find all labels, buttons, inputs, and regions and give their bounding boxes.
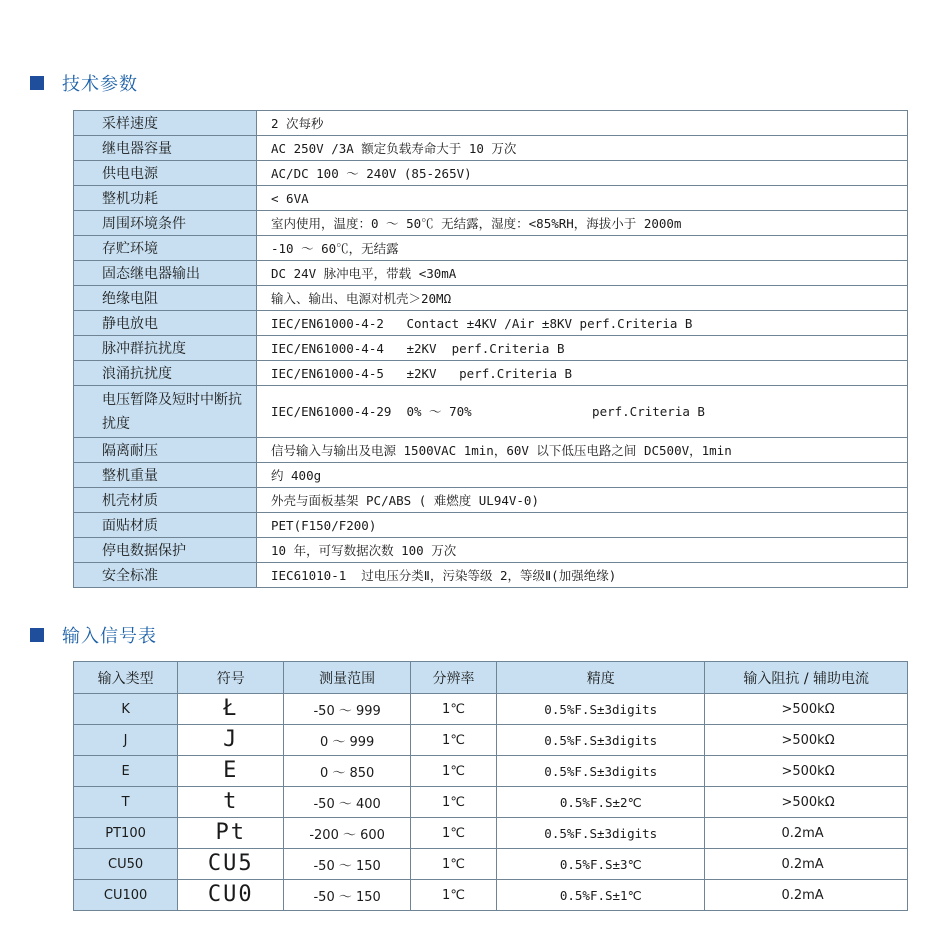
param-key: 浪涌抗扰度 <box>74 361 257 386</box>
param-value: 输入、输出、电源对机壳＞20MΩ <box>257 286 908 311</box>
param-key: 继电器容量 <box>74 136 257 161</box>
param-value: PET(F150/F200) <box>257 513 908 538</box>
impedance-cell: 0.2mA <box>705 849 908 880</box>
resolution-cell: 1℃ <box>410 787 496 818</box>
column-header: 输入类型 <box>74 662 178 694</box>
param-value: IEC/EN61000-4-2 Contact ±4KV /Air ±8KV perf.Criteria B <box>257 311 908 336</box>
param-key: 静电放电 <box>74 311 257 336</box>
param-row <box>74 311 908 336</box>
param-value: 2 次每秒 <box>257 111 908 136</box>
param-row <box>74 186 908 211</box>
param-value: IEC/EN61000-4-4 ±2KV perf.Criteria B <box>257 336 908 361</box>
param-value: -10 ～ 60℃，无结露 <box>257 236 908 261</box>
param-row <box>74 286 908 311</box>
param-key: 固态继电器输出 <box>74 261 257 286</box>
table-row <box>74 787 908 818</box>
range-cell: -50 ～ 150 <box>284 849 411 880</box>
column-header: 符号 <box>178 662 284 694</box>
section-title-input-signals <box>30 622 157 648</box>
table-row <box>74 756 908 787</box>
param-value: AC 250V /3A 额定负载寿命大于 10 万次 <box>257 136 908 161</box>
param-key: 整机重量 <box>74 463 257 488</box>
range-cell: -50 ～ 150 <box>284 880 411 911</box>
param-value: IEC/EN61000-4-5 ±2KV perf.Criteria B <box>257 361 908 386</box>
range-cell: 0 ～ 850 <box>284 756 411 787</box>
param-row <box>74 336 908 361</box>
param-row <box>74 563 908 588</box>
table-row <box>74 694 908 725</box>
symbol-cell: J <box>178 725 284 756</box>
param-key: 电压暂降及短时中断抗扰度 <box>74 386 257 438</box>
param-row <box>74 463 908 488</box>
symbol-cell: CU5 <box>178 849 284 880</box>
section-title-tech-params <box>30 70 138 96</box>
param-value: 10 年，可写数据次数 100 万次 <box>257 538 908 563</box>
section-title-text: 技术参数 <box>62 74 138 95</box>
input-type-cell: E <box>74 756 178 787</box>
impedance-cell: 0.2mA <box>705 818 908 849</box>
param-row <box>74 488 908 513</box>
impedance-cell: >500kΩ <box>705 787 908 818</box>
range-cell: 0 ～ 999 <box>284 725 411 756</box>
symbol-cell: CU0 <box>178 880 284 911</box>
param-value: IEC61010-1 过电压分类Ⅱ，污染等级 2，等级Ⅱ(加强绝缘) <box>257 563 908 588</box>
table-row <box>74 849 908 880</box>
param-row <box>74 236 908 261</box>
symbol-cell: E <box>178 756 284 787</box>
column-header: 精度 <box>497 662 705 694</box>
param-value: 约 400g <box>257 463 908 488</box>
impedance-cell: >500kΩ <box>705 694 908 725</box>
input-type-cell: J <box>74 725 178 756</box>
param-row <box>74 161 908 186</box>
impedance-cell: >500kΩ <box>705 756 908 787</box>
param-row <box>74 136 908 161</box>
column-header: 分辨率 <box>410 662 496 694</box>
tech-params-table <box>73 110 908 588</box>
resolution-cell: 1℃ <box>410 756 496 787</box>
range-cell: -200 ～ 600 <box>284 818 411 849</box>
param-key: 周围环境条件 <box>74 211 257 236</box>
resolution-cell: 1℃ <box>410 725 496 756</box>
param-row <box>74 438 908 463</box>
param-row <box>74 261 908 286</box>
column-header: 测量范围 <box>284 662 411 694</box>
accuracy-cell: 0.5%F.S±3digits <box>497 725 705 756</box>
param-value: 信号输入与输出及电源 1500VAC 1min，60V 以下低压电路之间 DC500V，1min <box>257 438 908 463</box>
param-key: 采样速度 <box>74 111 257 136</box>
table-row <box>74 818 908 849</box>
param-key: 安全标准 <box>74 563 257 588</box>
range-cell: -50 ～ 999 <box>284 694 411 725</box>
resolution-cell: 1℃ <box>410 818 496 849</box>
impedance-cell: 0.2mA <box>705 880 908 911</box>
resolution-cell: 1℃ <box>410 880 496 911</box>
param-key: 机壳材质 <box>74 488 257 513</box>
param-key: 停电数据保护 <box>74 538 257 563</box>
accuracy-cell: 0.5%F.S±2℃ <box>497 787 705 818</box>
param-key: 供电电源 <box>74 161 257 186</box>
param-key: 整机功耗 <box>74 186 257 211</box>
input-type-cell: CU50 <box>74 849 178 880</box>
input-type-cell: K <box>74 694 178 725</box>
param-key: 存贮环境 <box>74 236 257 261</box>
accuracy-cell: 0.5%F.S±3digits <box>497 694 705 725</box>
param-value: IEC/EN61000-4-29 0% ～ 70% perf.Criteria B <box>257 386 908 438</box>
resolution-cell: 1℃ <box>410 849 496 880</box>
param-key: 面贴材质 <box>74 513 257 538</box>
input-type-cell: T <box>74 787 178 818</box>
param-value: 外壳与面板基架 PC/ABS ( 难燃度 UL94V-0) <box>257 488 908 513</box>
param-row <box>74 538 908 563</box>
symbol-cell: Pt <box>178 818 284 849</box>
symbol-cell: t <box>178 787 284 818</box>
table-row <box>74 725 908 756</box>
section-square-icon <box>30 628 44 642</box>
column-header: 输入阻抗 / 辅助电流 <box>705 662 908 694</box>
param-value: < 6VA <box>257 186 908 211</box>
param-key: 绝缘电阻 <box>74 286 257 311</box>
param-row <box>74 111 908 136</box>
accuracy-cell: 0.5%F.S±3digits <box>497 818 705 849</box>
param-value: AC/DC 100 ～ 240V (85-265V) <box>257 161 908 186</box>
section-title-text: 输入信号表 <box>62 626 157 647</box>
range-cell: -50 ～ 400 <box>284 787 411 818</box>
symbol-cell: Ł <box>178 694 284 725</box>
param-value: 室内使用，温度：0 ～ 50℃ 无结露，湿度：<85%RH，海拔小于 2000m <box>257 211 908 236</box>
input-type-cell: PT100 <box>74 818 178 849</box>
param-key: 隔离耐压 <box>74 438 257 463</box>
param-row <box>74 386 908 438</box>
accuracy-cell: 0.5%F.S±1℃ <box>497 880 705 911</box>
resolution-cell: 1℃ <box>410 694 496 725</box>
section-square-icon <box>30 76 44 90</box>
param-row <box>74 361 908 386</box>
accuracy-cell: 0.5%F.S±3digits <box>497 756 705 787</box>
impedance-cell: >500kΩ <box>705 725 908 756</box>
param-key: 脉冲群抗扰度 <box>74 336 257 361</box>
table-row <box>74 880 908 911</box>
param-row <box>74 211 908 236</box>
input-type-cell: CU100 <box>74 880 178 911</box>
param-row <box>74 513 908 538</box>
input-signal-table <box>73 661 908 911</box>
accuracy-cell: 0.5%F.S±3℃ <box>497 849 705 880</box>
param-value: DC 24V 脉冲电平，带载 <30mA <box>257 261 908 286</box>
